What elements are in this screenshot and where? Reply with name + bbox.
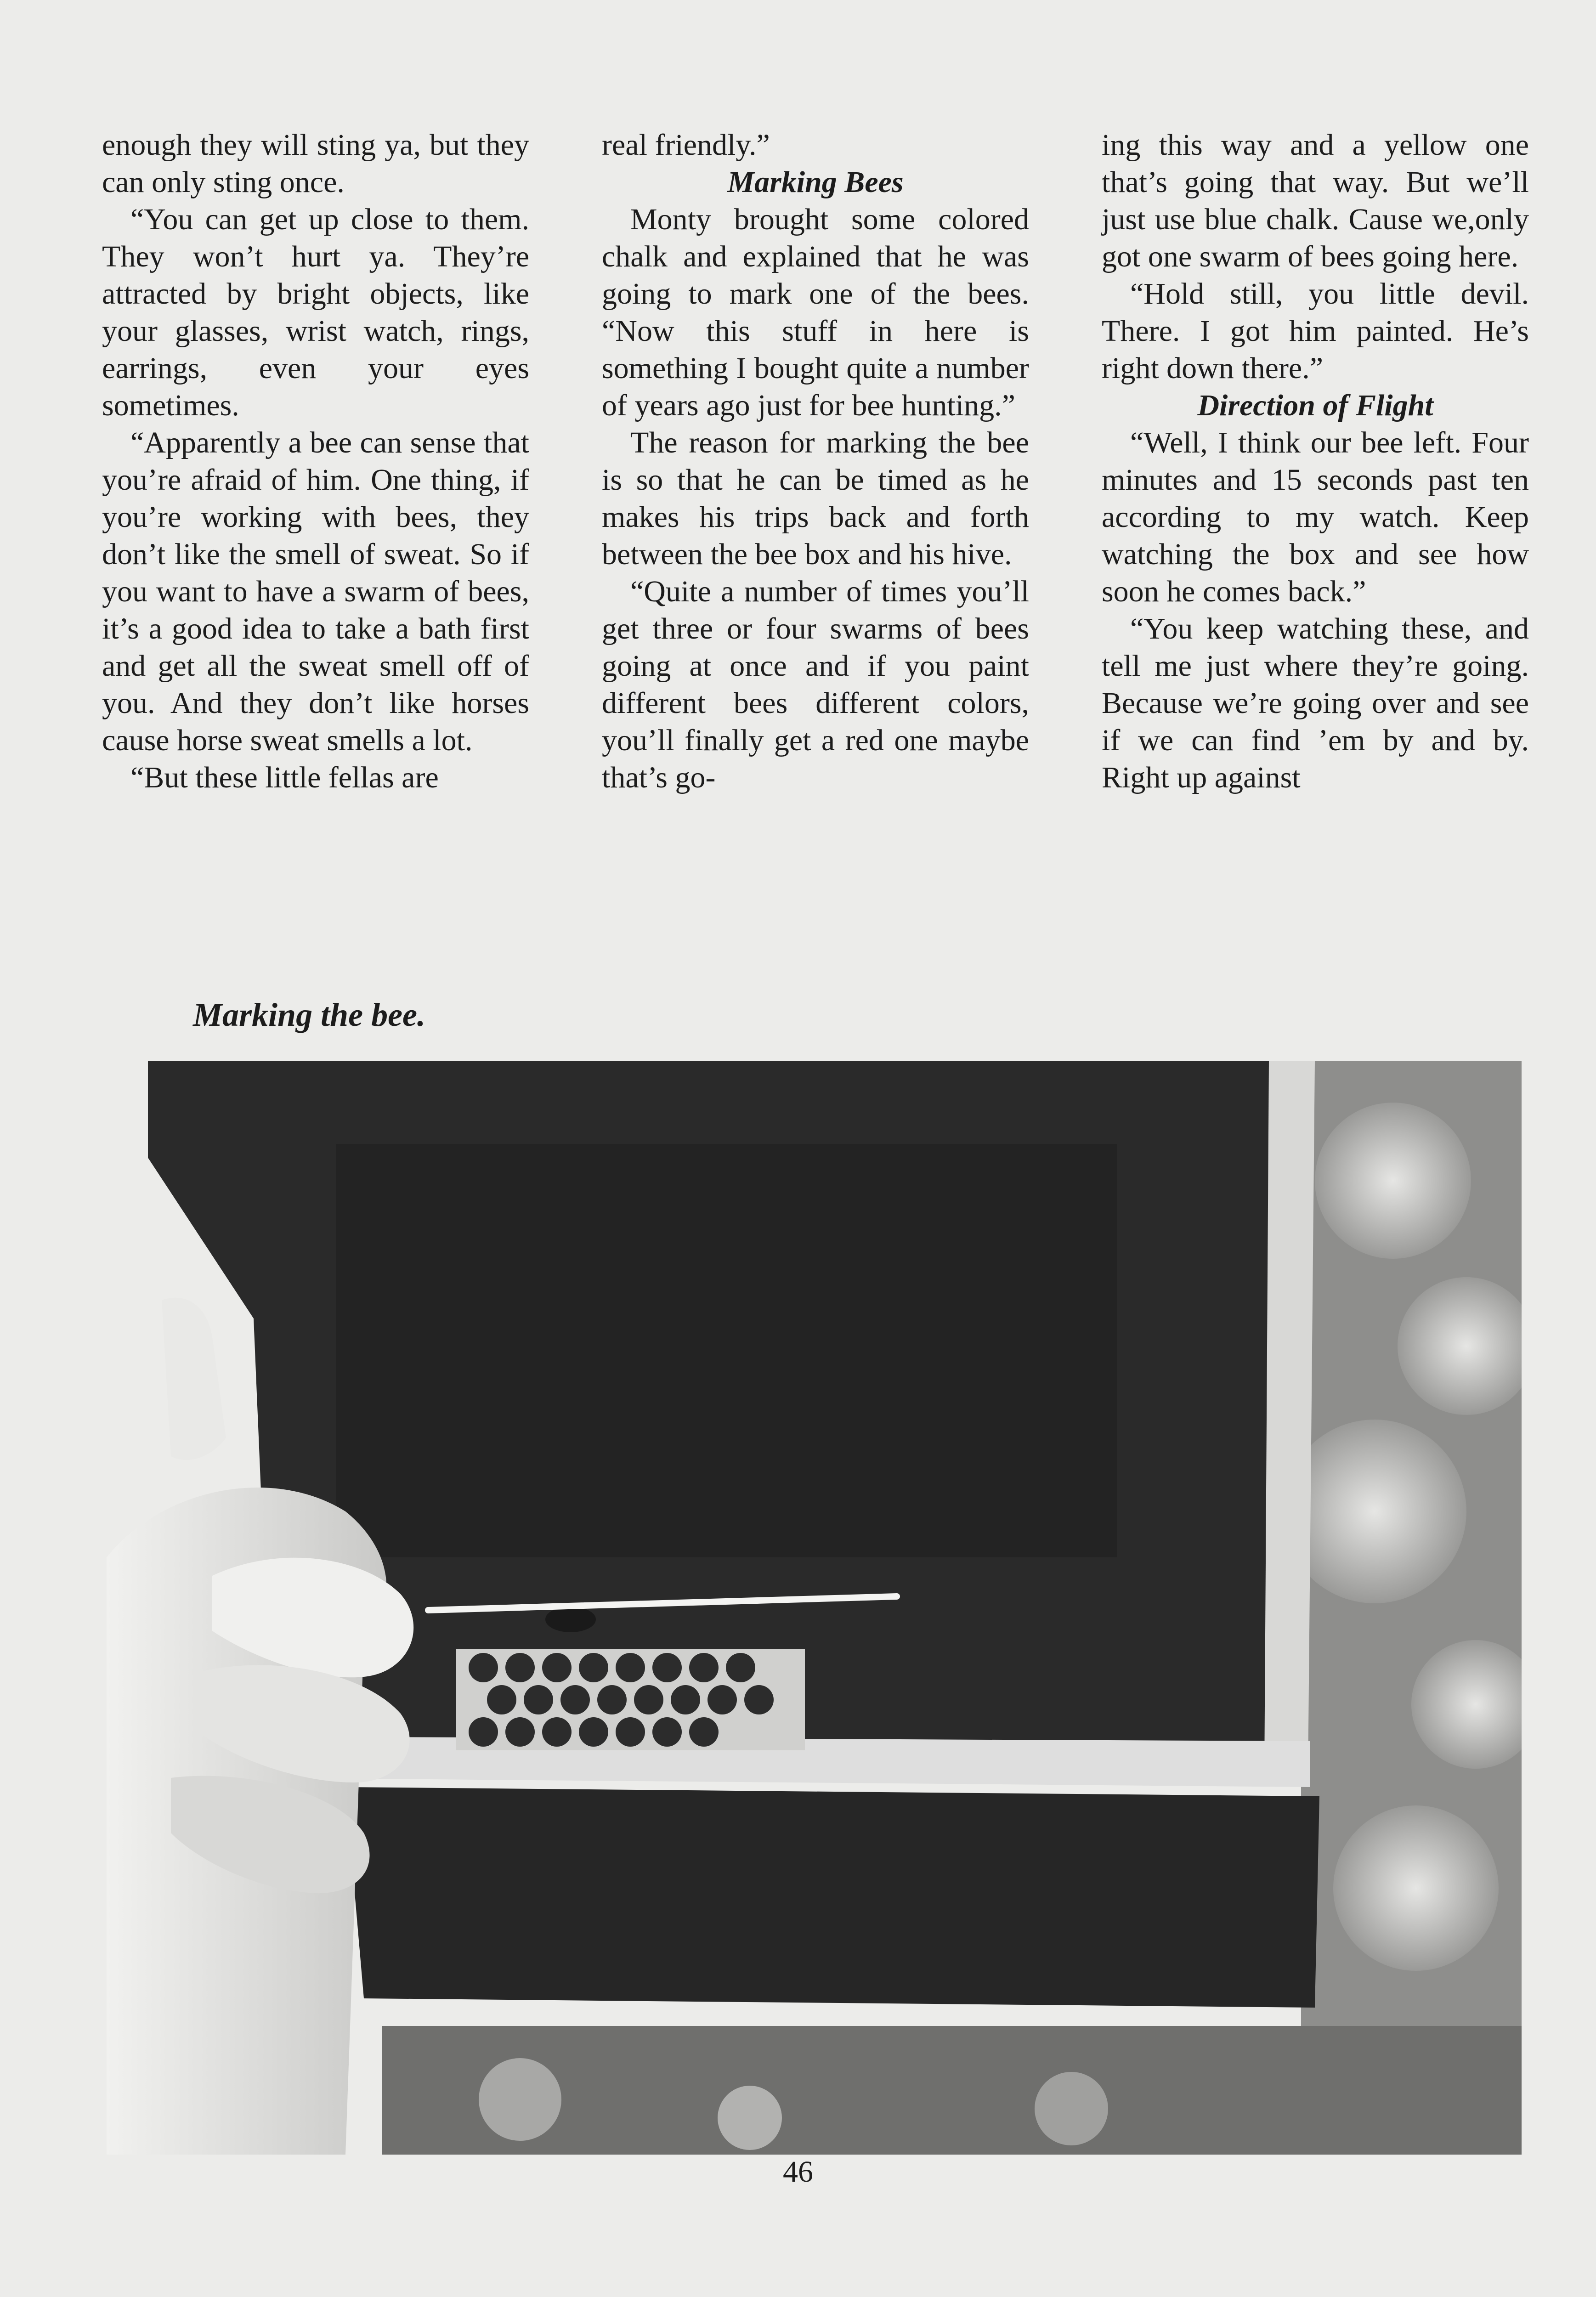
- honeycomb: [456, 1649, 805, 1750]
- paragraph: “Hold still, you little devil. There. I got him painted. He’s right down there.”: [1102, 277, 1529, 385]
- paragraph: “But these little fellas are: [130, 761, 439, 794]
- paragraph: enough they will sting ya, but they can only sting once.: [102, 128, 529, 199]
- paragraph: real friendly.”: [602, 128, 770, 162]
- photo-caption: Marking the bee.: [193, 996, 426, 1033]
- page-number: 46: [783, 2155, 813, 2189]
- text-column-3: [1102, 126, 1529, 796]
- paragraph: “Well, I think our bee left. Four minutes and 15 seconds past ten according to my watch. Keep watching the box and see how soon he comes back.”: [1102, 426, 1529, 608]
- bee: [545, 1607, 596, 1632]
- paragraph: The reason for marking the bee is so that he can be timed as he makes his trips back and forth between the bee box and his hive.: [602, 426, 1029, 571]
- paragraph: “You keep watching these, and tell me just where they’re going. Because we’re going over and see if we can find ’em by and by. Right up against: [1102, 612, 1529, 794]
- paragraph: “Quite a number of times you’ll get three or four swarms of bees going at once and if you paint different bees different colors, you’ll finally get a red one maybe that’s go-: [602, 575, 1029, 794]
- text-column-2: [602, 126, 1029, 796]
- bee-box-photo: [107, 1061, 1522, 2155]
- paragraph: ing this way and a yellow one that’s going that way. But we’ll just use blue chalk. Cause we,only got one swarm of bees going here.: [1102, 128, 1529, 273]
- paragraph: “You can get up close to them. They won’t hurt ya. They’re attracted by bright objects, like your glasses, wrist watch, rings, earrings, even your eyes sometimes.: [102, 203, 529, 422]
- section-heading-marking-bees: Marking Bees: [727, 165, 904, 199]
- text-column-1: [102, 126, 529, 796]
- section-heading-direction-of-flight: Direction of Flight: [1197, 389, 1433, 422]
- paragraph: Monty brought some colored chalk and explained that he was going to mark one of the bees. “Now this stuff in here is something I bought quite a number of years ago just for bee hunting.”: [602, 203, 1029, 422]
- paragraph: “Apparently a bee can sense that you’re afraid of him. One thing, if you’re working with bees, they don’t like the smell of sweat. So if you want to have a swarm of bees, it’s a good idea to take a bath first and get all the sweat smell off of you. And they don’t like horses cause horse sweat smells a lot.: [102, 426, 529, 757]
